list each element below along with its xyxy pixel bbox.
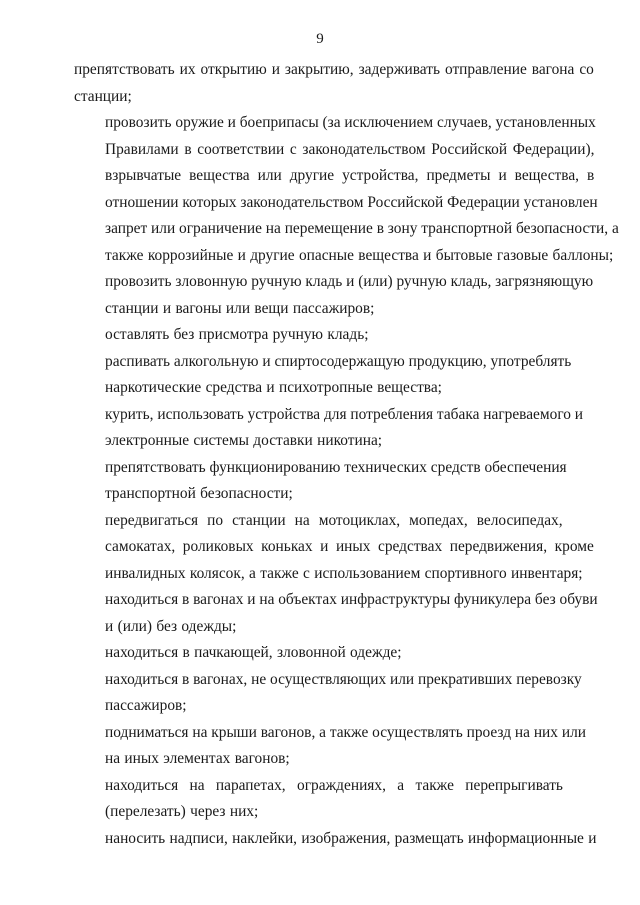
paragraph <box>74 110 619 269</box>
text-line: оставлять без присмотра ручную кладь; <box>105 326 369 343</box>
text-line: курить, использовать устройства для потребления табака нагреваемого и <box>105 405 584 423</box>
text-line: наносить надписи, наклейки, изображения, размещать информационные и <box>105 829 597 847</box>
paragraph <box>74 587 598 640</box>
text-line: препятствовать их открытию и закрытию, задерживать отправление вагона со <box>74 61 594 78</box>
text-line: Правилами в соответствии с законодательством Российской Федерации), <box>105 140 595 158</box>
paragraph <box>74 455 594 508</box>
text-line: взрывчатые вещества или другие устройства, предметы и вещества, в <box>105 167 595 184</box>
text-line: пассажиров; <box>105 697 187 714</box>
text-line: на иных элементах вагонов; <box>105 750 290 767</box>
text-line: находиться в вагонах и на объектах инфраструктуры фуникулера без обуви <box>105 591 598 608</box>
text-line: отношении которых законодательством Российской Федерации установлен <box>105 193 598 211</box>
text-line: провозить зловонную ручную кладь и (или) ручную кладь, загрязняющую <box>105 273 594 290</box>
text-line: запрет или ограничение на перемещение в зону транспортной безопасности, а <box>105 220 619 237</box>
text-line: также коррозийные и другие опасные вещества и бытовые газовые баллоны; <box>105 246 614 264</box>
paragraph <box>74 826 597 853</box>
text-line: наркотические средства и психотропные вещества; <box>105 379 442 396</box>
paragraph <box>74 508 594 588</box>
paragraph <box>74 720 594 773</box>
text-line: распивать алкогольную и спиртосодержащую продукцию, употреблять <box>105 352 572 370</box>
text-line: находиться в пачкающей, зловонной одежде; <box>105 644 402 661</box>
text-line: и (или) без одежды; <box>105 617 237 635</box>
text-line: электронные системы доставки никотина; <box>105 432 383 449</box>
paragraph <box>74 640 594 667</box>
text-line: станции и вагоны или вещи пассажиров; <box>105 299 375 317</box>
paragraph <box>74 322 594 349</box>
paragraph <box>74 402 594 455</box>
text-line: инвалидных колясок, а также с использованием спортивного инвентаря; <box>105 564 583 582</box>
paragraph <box>74 349 594 402</box>
text-line: передвигаться по станции на мотоциклах, мопедах, велосипедах, <box>105 511 563 529</box>
text-line: станции; <box>74 87 132 105</box>
text-line: находиться на парапетах, ограждениях, а также перепрыгивать <box>105 776 563 794</box>
text-line: транспортной безопасности; <box>105 485 293 502</box>
text-line: препятствовать функционированию технических средств обеспечения <box>105 458 567 476</box>
text-line: провозить оружие и боеприпасы (за исключением случаев, установленных <box>105 114 596 131</box>
paragraph <box>74 773 594 826</box>
page-number: 9 <box>316 31 324 47</box>
paragraph <box>74 667 594 720</box>
text-line: находиться в вагонах, не осуществляющих или прекративших перевозку <box>105 670 582 688</box>
document-body <box>74 57 619 852</box>
text-line: самокатах, роликовых коньках и иных средствах передвижения, кроме <box>105 538 594 555</box>
paragraph <box>74 269 594 322</box>
paragraph <box>74 57 594 110</box>
text-line: (перелезать) через них; <box>105 803 259 820</box>
text-line: подниматься на крыши вагонов, а также осуществлять проезд на них или <box>105 723 586 741</box>
